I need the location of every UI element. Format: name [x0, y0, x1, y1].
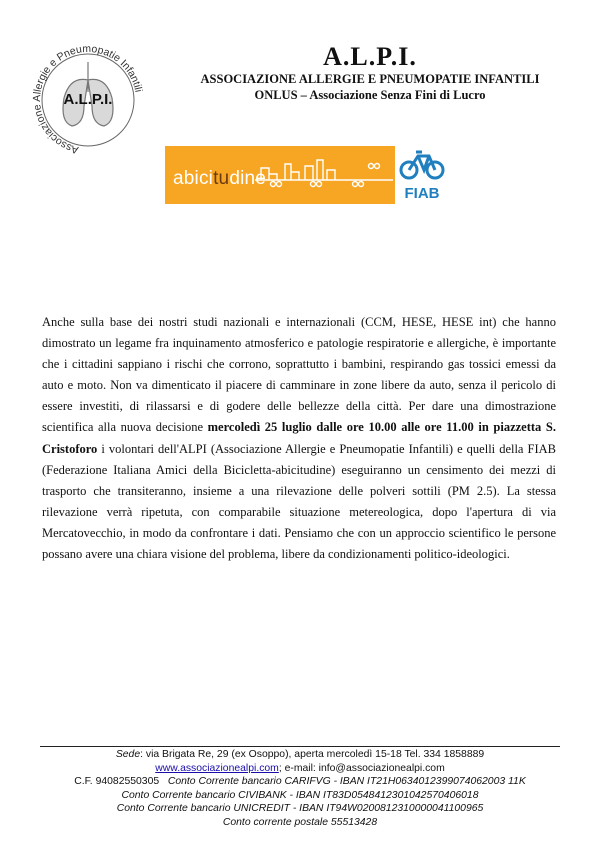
- footer-unicredit-line: Conto Corrente bancario UNICREDIT - IBAN IT94W0200812310000041100965: [116, 803, 484, 815]
- email-text: ; e-mail: info@associazionealpi.com: [278, 762, 445, 774]
- logo-ring-text: Associazione Allergie e Pneumopatie Infantili: [30, 42, 145, 156]
- footer: [40, 748, 560, 830]
- paragraph-part-1: Anche sulla base dei nostri studi nazionali e internazionali (CCM, HESE, HESE int) che hanno dimostrato un legame fra inquinamento atmosferico e patologie respiratorie e allergiche, è importante che i cittadini sappiano i rischi che corrono, soprattutto i bambini, respirando gas tossici emessi da auto e moto. Non va dimenticato il piacere di camminare in zone libere da auto, senza il pericolo di essere investiti, di rilassarsi e di godere delle bellezze della città. Per dare una dimostrazione scientifica alla nuova decisione: [42, 315, 556, 435]
- abicitudine-logo-text: abicitudine: [173, 168, 267, 189]
- fiab-label: FIAB: [404, 185, 440, 202]
- page-title: A.L.P.I.: [323, 42, 417, 71]
- footer-cf-carifvg-line: C.F. 94082550305 Conto Corrente bancario CARIFVG - IBAN IT21H0634012399074062003 11K: [74, 776, 526, 788]
- org-subtitle-2: ONLUS – Associazione Senza Fini di Lucro: [254, 88, 486, 102]
- paragraph-part-2: i volontari dell'ALPI (Associazione Allergie e Pneumopatie Infantili) e quelli della FIAB (Federazione Italiana Amici della Bicicletta-abicitudine) eseguiranno un censimento dei mezzi di trasporto che transiteranno, insieme a una rilevazione delle polveri sottili (PM 2.5). La stessa rilevazione verrà ripetuta, con comparabile situazione metereologica, dopo l'apertura di via Mercatovecchio, in modo da confrontare i dati. Pensiamo che con un approccio scientifico le persone possano avere una chiara visione del problema, libere da condizionamenti politico-ideologici.: [42, 441, 556, 562]
- org-subtitle-1: ASSOCIAZIONE ALLERGIE E PNEUMOPATIE INFANTILI: [200, 72, 540, 86]
- website-link[interactable]: www.associazionealpi.com: [155, 762, 279, 774]
- footer-address-line: Sede: via Brigata Re, 29 (ex Osoppo), aperta mercoledì 15-18 Tel. 334 1858889: [115, 749, 485, 760]
- press-release-paragraph: [42, 312, 556, 565]
- alpi-logo: [22, 40, 154, 156]
- footer-postale-line: Conto corrente postale 55513428: [222, 816, 378, 828]
- footer-civibank-line: Conto Corrente bancario CIVIBANK - IBAN IT83D0548412301042570406018: [121, 789, 479, 801]
- footer-contact-line: [40, 762, 560, 776]
- logo-center-text: A.L.P.I.: [63, 91, 113, 108]
- footer-divider: [40, 746, 560, 747]
- abicitudine-banner: [165, 146, 395, 204]
- event-datetime-location: mercoledì 25 luglio dalle ore 10.00 alle ore 11.00 in piazzetta S. Cristoforo: [42, 420, 556, 456]
- fiab-logo: [398, 148, 446, 204]
